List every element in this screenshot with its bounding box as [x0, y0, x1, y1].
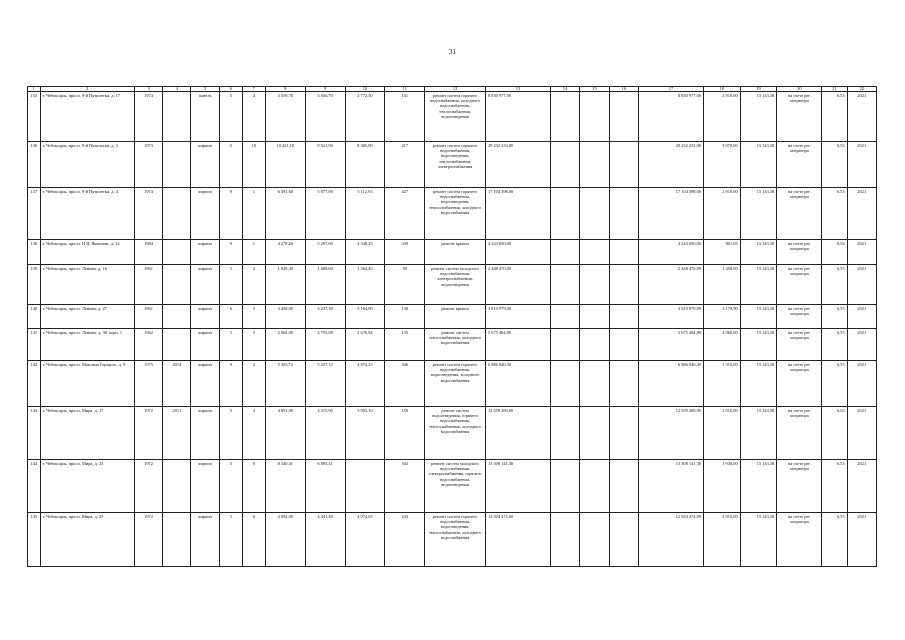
- premises-area-cell: 5 257,12: [305, 361, 345, 407]
- row-number: 136: [28, 142, 41, 188]
- cost-cell: [580, 513, 609, 567]
- cost-cell: [580, 188, 609, 240]
- residential-area-cell: 3 164,00: [345, 305, 385, 329]
- total-cost-cell: 3 819 979,00: [485, 305, 550, 329]
- build-year-cell: 1974: [134, 92, 162, 142]
- header-cell: 16: [609, 87, 638, 92]
- year-cell: 2021: [847, 188, 876, 240]
- premises-area-cell: 5 297,60: [305, 240, 345, 265]
- table-row: [28, 407, 877, 460]
- year-cell: 2021: [847, 329, 876, 361]
- wall-material-cell: кирпич: [191, 460, 219, 513]
- build-year-cell: 1961: [134, 305, 162, 329]
- rate-cell: 6,53: [822, 513, 847, 567]
- residents-cell: 141: [385, 92, 425, 142]
- works-cell: ремонт систем горячего водоснабжения, водоотведения, теплоснабжения, электроснабжения: [425, 142, 486, 188]
- build-year-cell: 1973: [134, 142, 162, 188]
- total-area-cell: 3 359,70: [265, 92, 305, 142]
- total-cost-cell: 12 559 269,00: [485, 407, 550, 460]
- cost-cell: [609, 265, 638, 305]
- renovation-year-cell: [163, 329, 191, 361]
- year-cell: 2021: [847, 460, 876, 513]
- cost-cell: [580, 329, 609, 361]
- unit-cost-cell: 2 910,00: [703, 513, 740, 567]
- wall-material-cell: кирпич: [191, 407, 219, 460]
- cost-cell: [609, 142, 638, 188]
- entrances-cell: 6: [242, 513, 265, 567]
- residents-cell: 243: [385, 513, 425, 567]
- entrances-cell: 4: [242, 92, 265, 142]
- fund-method-cell: на счете рег. оператора: [777, 407, 822, 460]
- header-cell: 11: [385, 87, 425, 92]
- total-area-cell: 4 691,00: [265, 407, 305, 460]
- max-unit-cost-cell: 15 143,38: [740, 142, 777, 188]
- build-year-cell: 1972: [134, 513, 162, 567]
- fund-method-cell: на счете рег. оператора: [777, 305, 822, 329]
- address-cell: г. Чебоксары, просп. 9-й Пятилетки, д. 3: [40, 142, 134, 188]
- unit-cost-cell: 2 910,00: [703, 407, 740, 460]
- header-cell: 14: [550, 87, 579, 92]
- max-unit-cost-cell: 15 143,38: [740, 407, 777, 460]
- header-cell: 17: [638, 87, 703, 92]
- entrances-cell: 2: [242, 361, 265, 407]
- year-cell: 2021: [847, 305, 876, 329]
- total-cost-cell: 2 448 470,00: [485, 265, 550, 305]
- header-cell: 8: [265, 87, 305, 92]
- cost-cell: [550, 407, 579, 460]
- works-cell: ремонт систем холодного водоснабжения, электроснабжения, горячего водоснабжения, водоотведения: [425, 460, 486, 513]
- max-unit-cost-cell: 15 143,38: [740, 361, 777, 407]
- table-row: [28, 188, 877, 240]
- residents-cell: 135: [385, 329, 425, 361]
- total-cost-cell: 4 243 650,00: [485, 240, 550, 265]
- row-number: 143: [28, 407, 41, 460]
- entrances-cell: 3: [242, 329, 265, 361]
- floors-cell: 9: [219, 188, 242, 240]
- address-cell: г. Чебоксары, просп. Мира, д. 17: [40, 407, 134, 460]
- renovation-year-cell: 2014: [163, 361, 191, 407]
- owner-funds-cell: 12 559 269,00: [638, 407, 703, 460]
- premises-area-cell: 4 315,90: [305, 407, 345, 460]
- year-cell: 2021: [847, 513, 876, 567]
- cost-cell: [550, 142, 579, 188]
- premises-area-cell: 1 688,60: [305, 265, 345, 305]
- address-cell: г. Чебоксары, просп. Мира, д. 25: [40, 513, 134, 567]
- premises-area-cell: 5 877,80: [305, 188, 345, 240]
- address-cell: г. Чебоксары, просп. И.Я. Яковлева, д. 14: [40, 240, 134, 265]
- residential-area-cell: 3 903,10: [345, 407, 385, 460]
- renovation-year-cell: [163, 188, 191, 240]
- year-cell: 2021: [847, 142, 876, 188]
- fund-method-cell: на счете рег. оператора: [777, 361, 822, 407]
- entrances-cell: 1: [242, 240, 265, 265]
- cost-cell: [609, 188, 638, 240]
- residents-cell: 138: [385, 305, 425, 329]
- works-cell: ремонт систем водоотведения, горячего водоснабжения, теплоснабжения, холодного водоснабжения: [425, 407, 486, 460]
- table-row: [28, 329, 877, 361]
- total-cost-cell: 5 675 464,80: [485, 329, 550, 361]
- premises-area-cell: 9 521,90: [305, 142, 345, 188]
- cost-cell: [550, 92, 579, 142]
- renovation-year-cell: [163, 240, 191, 265]
- residential-area-cell: 4 874,23: [345, 361, 385, 407]
- total-cost-cell: 6 886 840,30: [485, 361, 550, 407]
- max-unit-cost-cell: 15 143,38: [740, 305, 777, 329]
- residential-area-cell: 4 348,25: [345, 240, 385, 265]
- rate-cell: 6,53: [822, 92, 847, 142]
- header-cell: 9: [305, 87, 345, 92]
- total-area-cell: 8 340,41: [265, 460, 305, 513]
- unit-cost-cell: 1 450,00: [703, 265, 740, 305]
- fund-method-cell: на счете рег. оператора: [777, 92, 822, 142]
- unit-cost-cell: 1 179,90: [703, 305, 740, 329]
- total-area-cell: 3 458,90: [265, 305, 305, 329]
- row-number: 145: [28, 513, 41, 567]
- wall-material-cell: кирпич: [191, 240, 219, 265]
- header-cell: 21: [822, 87, 847, 92]
- row-number: 144: [28, 460, 41, 513]
- floors-cell: 5: [219, 513, 242, 567]
- header-cell: 3: [134, 87, 162, 92]
- header-cell: 13: [485, 87, 550, 92]
- header-cell: 2: [40, 87, 134, 92]
- residents-cell: 343: [385, 460, 425, 513]
- header-cell: 1: [28, 87, 41, 92]
- rate-cell: 6,53: [822, 329, 847, 361]
- register-table: [27, 86, 877, 567]
- floors-cell: 5: [219, 142, 242, 188]
- renovation-year-cell: [163, 460, 191, 513]
- renovation-year-cell: [163, 92, 191, 142]
- fund-method-cell: на счете рег. оператора: [777, 513, 822, 567]
- fund-method-cell: на счете рег. оператора: [777, 240, 822, 265]
- residential-area-cell: 1 362,40: [345, 265, 385, 305]
- cost-cell: [580, 361, 609, 407]
- rate-cell: 6,53: [822, 188, 847, 240]
- row-number: 137: [28, 188, 41, 240]
- entrances-cell: 1: [242, 188, 265, 240]
- header-cell: 6: [219, 87, 242, 92]
- works-cell: ремонт систем теплоснабжения, холодного водоснабжения: [425, 329, 486, 361]
- header-cell: 20: [777, 87, 822, 92]
- build-year-cell: 1972: [134, 460, 162, 513]
- cost-cell: [550, 460, 579, 513]
- total-cost-cell: 13 308 141,30: [485, 460, 550, 513]
- renovation-year-cell: [163, 142, 191, 188]
- works-cell: ремонт систем горячего водоснабжения, холодного водоснабжения, теплоснабжения, водоотведения: [425, 92, 486, 142]
- total-cost-cell: 12 924 474,00: [485, 513, 550, 567]
- premises-area-cell: 4 441,40: [305, 513, 345, 567]
- table-row: [28, 142, 877, 188]
- row-number: 138: [28, 240, 41, 265]
- floors-cell: 5: [219, 92, 242, 142]
- residents-cell: 349: [385, 240, 425, 265]
- unit-cost-cell: 3 070,00: [703, 142, 740, 188]
- floors-cell: 5: [219, 329, 242, 361]
- residents-cell: 417: [385, 142, 425, 188]
- entrances-cell: 9: [242, 460, 265, 513]
- year-cell: 2021: [847, 240, 876, 265]
- fund-method-cell: на счете рег. оператора: [777, 460, 822, 513]
- premises-area-cell: 3 237,30: [305, 305, 345, 329]
- year-cell: 2021: [847, 265, 876, 305]
- works-cell: ремонт систем горячего водоснабжения, водоотведения, холодного водоснабжения: [425, 361, 486, 407]
- works-cell: ремонт крыши: [425, 305, 486, 329]
- floors-cell: 5: [219, 460, 242, 513]
- total-cost-cell: 29 232 233,00: [485, 142, 550, 188]
- table-row: [28, 240, 877, 265]
- owner-funds-cell: 5 675 464,80: [638, 329, 703, 361]
- works-cell: ремонт систем горячего водоснабжения, водоотведения, теплоснабжения, холодного водоснабжения: [425, 513, 486, 567]
- owner-funds-cell: 3 819 979,00: [638, 305, 703, 329]
- cost-cell: [580, 92, 609, 142]
- renovation-year-cell: 2011: [163, 407, 191, 460]
- cost-cell: [580, 142, 609, 188]
- max-unit-cost-cell: 15 143,38: [740, 265, 777, 305]
- cost-cell: [609, 513, 638, 567]
- wall-material-cell: кирпич: [191, 188, 219, 240]
- table-body: [28, 92, 877, 567]
- header-cell: 5: [191, 87, 219, 92]
- table-row: [28, 265, 877, 305]
- rate-cell: 6,53: [822, 407, 847, 460]
- cost-cell: [550, 329, 579, 361]
- address-cell: г. Чебоксары, просп. Ленина, д. 38, корп. 1: [40, 329, 134, 361]
- unit-cost-cell: 2 910,00: [703, 188, 740, 240]
- wall-material-cell: кирпич: [191, 265, 219, 305]
- total-area-cell: 4 278,20: [265, 240, 305, 265]
- fund-method-cell: на счете рег. оператора: [777, 265, 822, 305]
- rate-cell: 6,53: [822, 361, 847, 407]
- rate-cell: 6,53: [822, 265, 847, 305]
- cost-cell: [580, 305, 609, 329]
- renovation-year-cell: [163, 513, 191, 567]
- fund-method-cell: на счете рег. оператора: [777, 142, 822, 188]
- residents-cell: 159: [385, 407, 425, 460]
- cost-cell: [550, 240, 579, 265]
- max-unit-cost-cell: 15 143,38: [740, 92, 777, 142]
- cost-cell: [550, 265, 579, 305]
- max-unit-cost-cell: 15 143,38: [740, 513, 777, 567]
- row-number: 140: [28, 305, 41, 329]
- works-cell: ремонт крыши: [425, 240, 486, 265]
- cost-cell: [550, 188, 579, 240]
- rate-cell: 6,53: [822, 142, 847, 188]
- cost-cell: [609, 329, 638, 361]
- total-area-cell: 5 303,72: [265, 361, 305, 407]
- cost-cell: [580, 265, 609, 305]
- address-cell: г. Чебоксары, просп. Максима Горького, д. 9: [40, 361, 134, 407]
- build-year-cell: 1961: [134, 265, 162, 305]
- owner-funds-cell: 17 104 398,00: [638, 188, 703, 240]
- address-cell: г. Чебоксары, просп. 9-й Пятилетки, д. 4: [40, 188, 134, 240]
- cost-cell: [609, 240, 638, 265]
- year-cell: 2021: [847, 407, 876, 460]
- floors-cell: 5: [219, 407, 242, 460]
- header-cell: 19: [740, 87, 777, 92]
- renovation-year-cell: [163, 265, 191, 305]
- cost-cell: [609, 92, 638, 142]
- rate-cell: 6,53: [822, 240, 847, 265]
- residential-area-cell: 5 112,93: [345, 188, 385, 240]
- fund-method-cell: на счете рег. оператора: [777, 329, 822, 361]
- unit-cost-cell: 801,05: [703, 240, 740, 265]
- total-cost-cell: 17 104 398,00: [485, 188, 550, 240]
- owner-funds-cell: 8 830 977,00: [638, 92, 703, 142]
- residents-cell: 346: [385, 361, 425, 407]
- header-cell: 18: [703, 87, 740, 92]
- residential-area-cell: 2 678,84: [345, 329, 385, 361]
- cost-cell: [580, 460, 609, 513]
- fund-method-cell: на счете рег. оператора: [777, 188, 822, 240]
- wall-material-cell: кирпич: [191, 142, 219, 188]
- cost-cell: [580, 407, 609, 460]
- unit-cost-cell: 2 060,00: [703, 329, 740, 361]
- renovation-year-cell: [163, 305, 191, 329]
- address-cell: г. Чебоксары, просп. Мира, д. 23: [40, 460, 134, 513]
- works-cell: ремонт систем холодного водоснабжения, электроснабжения, водоотведения: [425, 265, 486, 305]
- rate-cell: 6,53: [822, 460, 847, 513]
- total-area-cell: 6 391,60: [265, 188, 305, 240]
- page-number: 31: [449, 48, 456, 56]
- header-cell: 22: [847, 87, 876, 92]
- cost-cell: [609, 460, 638, 513]
- unit-cost-cell: 1 310,00: [703, 361, 740, 407]
- row-number: 142: [28, 361, 41, 407]
- owner-funds-cell: 29 232 233,00: [638, 142, 703, 188]
- cost-cell: [550, 305, 579, 329]
- owner-funds-cell: 4 243 650,00: [638, 240, 703, 265]
- cost-cell: [550, 513, 579, 567]
- header-cell: 10: [345, 87, 385, 92]
- header-cell: 4: [163, 87, 191, 92]
- works-cell: ремонт систем горячего водоснабжения, водоотведения, теплоснабжения, холодного водоснабжения: [425, 188, 486, 240]
- max-unit-cost-cell: 15 143,38: [740, 460, 777, 513]
- residents-cell: 427: [385, 188, 425, 240]
- residential-area-cell: 4 074,65: [345, 513, 385, 567]
- build-year-cell: 1962: [134, 329, 162, 361]
- premises-area-cell: 3 036,70: [305, 92, 345, 142]
- premises-area-cell: 6 895,41: [305, 460, 345, 513]
- floors-cell: 9: [219, 240, 242, 265]
- entrances-cell: 2: [242, 265, 265, 305]
- max-unit-cost-cell: 15 143,38: [740, 240, 777, 265]
- total-cost-cell: 8 830 977,00: [485, 92, 550, 142]
- build-year-cell: 1972: [134, 407, 162, 460]
- total-area-cell: 1 849,40: [265, 265, 305, 305]
- total-area-cell: 2 964,00: [265, 329, 305, 361]
- row-number: 141: [28, 329, 41, 361]
- row-number: 139: [28, 265, 41, 305]
- wall-material-cell: кирпич: [191, 305, 219, 329]
- build-year-cell: 1975: [134, 361, 162, 407]
- cost-cell: [609, 305, 638, 329]
- premises-area-cell: 2 755,08: [305, 329, 345, 361]
- rate-cell: 6,53: [822, 305, 847, 329]
- year-cell: 2021: [847, 361, 876, 407]
- table-row: [28, 361, 877, 407]
- unit-cost-cell: 2 910,00: [703, 92, 740, 142]
- owner-funds-cell: 2 448 470,00: [638, 265, 703, 305]
- table-row: [28, 460, 877, 513]
- address-cell: г. Чебоксары, просп. Ленина, д. 16: [40, 265, 134, 305]
- header-cell: 15: [580, 87, 609, 92]
- cost-cell: [609, 407, 638, 460]
- floors-cell: 9: [219, 361, 242, 407]
- cost-cell: [609, 361, 638, 407]
- max-unit-cost-cell: 15 143,38: [740, 188, 777, 240]
- owner-funds-cell: 6 886 840,30: [638, 361, 703, 407]
- floors-cell: 5: [219, 265, 242, 305]
- header-cell: 7: [242, 87, 265, 92]
- row-number: 135: [28, 92, 41, 142]
- wall-material-cell: панель: [191, 92, 219, 142]
- entrances-cell: 3: [242, 305, 265, 329]
- entrances-cell: 10: [242, 142, 265, 188]
- wall-material-cell: кирпич: [191, 513, 219, 567]
- floors-cell: 6: [219, 305, 242, 329]
- year-cell: 2021: [847, 92, 876, 142]
- max-unit-cost-cell: 15 143,38: [740, 329, 777, 361]
- address-cell: г. Чебоксары, просп. Ленина, д. 27: [40, 305, 134, 329]
- residential-area-cell: 2 772,50: [345, 92, 385, 142]
- build-year-cell: 1974: [134, 188, 162, 240]
- residential-area-cell: 8 365,80: [345, 142, 385, 188]
- cost-cell: [550, 361, 579, 407]
- cost-cell: [580, 240, 609, 265]
- residents-cell: 50: [385, 265, 425, 305]
- wall-material-cell: кирпич: [191, 329, 219, 361]
- unit-cost-cell: 1 930,00: [703, 460, 740, 513]
- table-row: [28, 513, 877, 567]
- owner-funds-cell: 13 308 141,30: [638, 460, 703, 513]
- header-cell: 12: [425, 87, 486, 92]
- table-row: [28, 92, 877, 142]
- entrances-cell: 4: [242, 407, 265, 460]
- wall-material-cell: кирпич: [191, 361, 219, 407]
- residential-area-cell: [345, 460, 385, 513]
- table-row: [28, 305, 877, 329]
- owner-funds-cell: 12 924 474,00: [638, 513, 703, 567]
- address-cell: г. Чебоксары, просп. 9-й Пятилетки, д. 17: [40, 92, 134, 142]
- build-year-cell: 1984: [134, 240, 162, 265]
- total-area-cell: 4 892,00: [265, 513, 305, 567]
- total-area-cell: 10 421,10: [265, 142, 305, 188]
